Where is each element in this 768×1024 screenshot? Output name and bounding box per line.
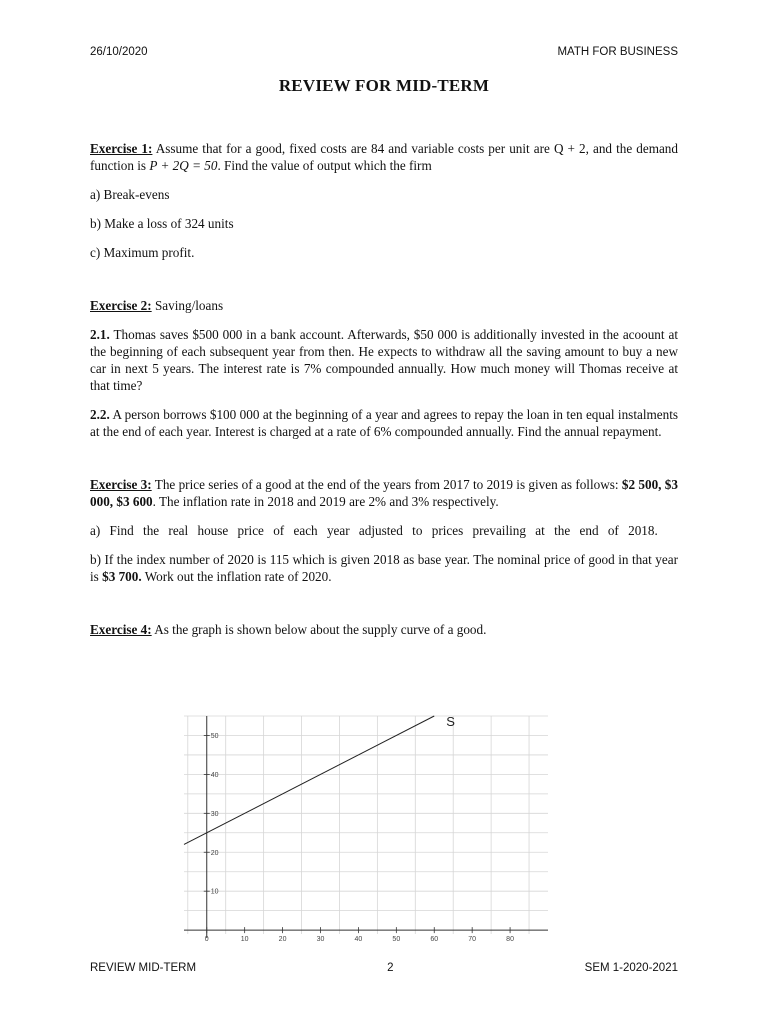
y-tick-label: 10 <box>210 888 219 896</box>
exercise-3-part-a: a) Find the real house price of each year adjusted to prices prevailing at the end of 2018. <box>90 523 658 538</box>
exercise-3-part-b <box>90 551 678 585</box>
nominal-price-2020: $3 700. <box>102 569 142 584</box>
exercise-2-2-number: 2.2. <box>90 407 110 422</box>
price-series: $2 500, $3 000, $3 600 <box>90 477 678 509</box>
exercise-2-topic: Saving/loans <box>151 298 224 313</box>
exercise-1-part-a: a) Break-evens <box>90 187 170 202</box>
exercise-2-2-text: A person borrows $100 000 at the beginning of a year and agrees to repay the loan in ten equal instalments at the end of each year. Interest is charged at a rate of 6% compounded annually. Find the annual repayment. <box>90 407 678 439</box>
y-tick-label: 40 <box>210 771 219 779</box>
x-tick-label: 70 <box>468 936 477 944</box>
exercise-3-part-b-text-2: Work out the inflation rate of 2020. <box>141 569 332 584</box>
header-course: MATH FOR BUSINESS <box>557 46 678 58</box>
exercise-4-label: Exercise 4: <box>90 622 152 637</box>
x-tick-label: 10 <box>240 936 249 944</box>
exercise-2-2 <box>90 406 678 440</box>
page-header <box>90 46 678 58</box>
x-tick-label: 60 <box>430 936 439 944</box>
x-tick-label: 30 <box>316 936 325 944</box>
exercise-2-1-text: Thomas saves $500 000 in a bank account. Afterwards, $50 000 is additionally invested in the acoount at the beginning of each subsequent year from then. He expects to withdraw all the saving amount to buy a new car in next 5 years. The interest rate is 7% compounded annually. How much money will Thomas receive at that time? <box>90 327 678 393</box>
y-tick-label: 50 <box>210 732 219 740</box>
y-tick-label: 30 <box>210 810 219 818</box>
exercise-3-label: Exercise 3: <box>90 477 152 492</box>
page-footer <box>90 962 678 974</box>
exercise-4-text: As the graph is shown below about the supply curve of a good. <box>151 622 487 637</box>
footer-left: REVIEW MID-TERM <box>90 962 197 974</box>
x-tick-label: 40 <box>354 936 363 944</box>
supply-curve-graph <box>176 714 556 954</box>
exercise-2-1 <box>90 326 678 394</box>
exercise-3-statement <box>90 476 678 510</box>
footer-page-number: 2 <box>387 962 394 974</box>
exercise-2-heading <box>90 297 678 314</box>
y-tick-label: 20 <box>210 849 219 857</box>
exercise-3-text-1: The price series of a good at the end of the years from 2017 to 2019 is given as follows: <box>151 477 622 492</box>
x-tick-label: 80 <box>506 936 514 944</box>
exercise-1-text-2: . Find the value of output which the firm <box>217 158 432 173</box>
exercise-1-part-b: b) Make a loss of 324 units <box>90 216 234 231</box>
page-title: REVIEW FOR MID-TERM <box>278 76 490 95</box>
x-tick-label: 50 <box>392 936 401 944</box>
document-body <box>90 140 678 638</box>
exercise-1-label: Exercise 1: <box>90 141 153 156</box>
exercise-4-statement <box>90 621 678 638</box>
footer-right: SEM 1-2020-2021 <box>584 962 678 974</box>
header-date: 26/10/2020 <box>90 46 148 58</box>
exercise-1-statement <box>90 140 678 174</box>
series-label-s: S <box>446 714 455 729</box>
demand-equation: P + 2Q = 50 <box>149 158 218 173</box>
exercise-2-1-number: 2.1. <box>90 327 110 342</box>
exercise-1-text-1: Assume that for a good, fixed costs are 84 and variable costs per unit are Q + 2, and the demand function is <box>90 141 678 173</box>
x-tick-label: 20 <box>278 936 287 944</box>
exercise-1-part-c: c) Maximum profit. <box>90 245 195 260</box>
exercise-3-part-b-text-1: b) If the index number of 2020 is 115 which is given 2018 as base year. The nominal price of good in that year is <box>90 552 678 584</box>
x-tick-label: 0 <box>204 936 209 944</box>
exercise-2-label: Exercise 2: <box>90 298 152 313</box>
exercise-3-text-2: . The inflation rate in 2018 and 2019 are 2% and 3% respectively. <box>152 494 499 509</box>
